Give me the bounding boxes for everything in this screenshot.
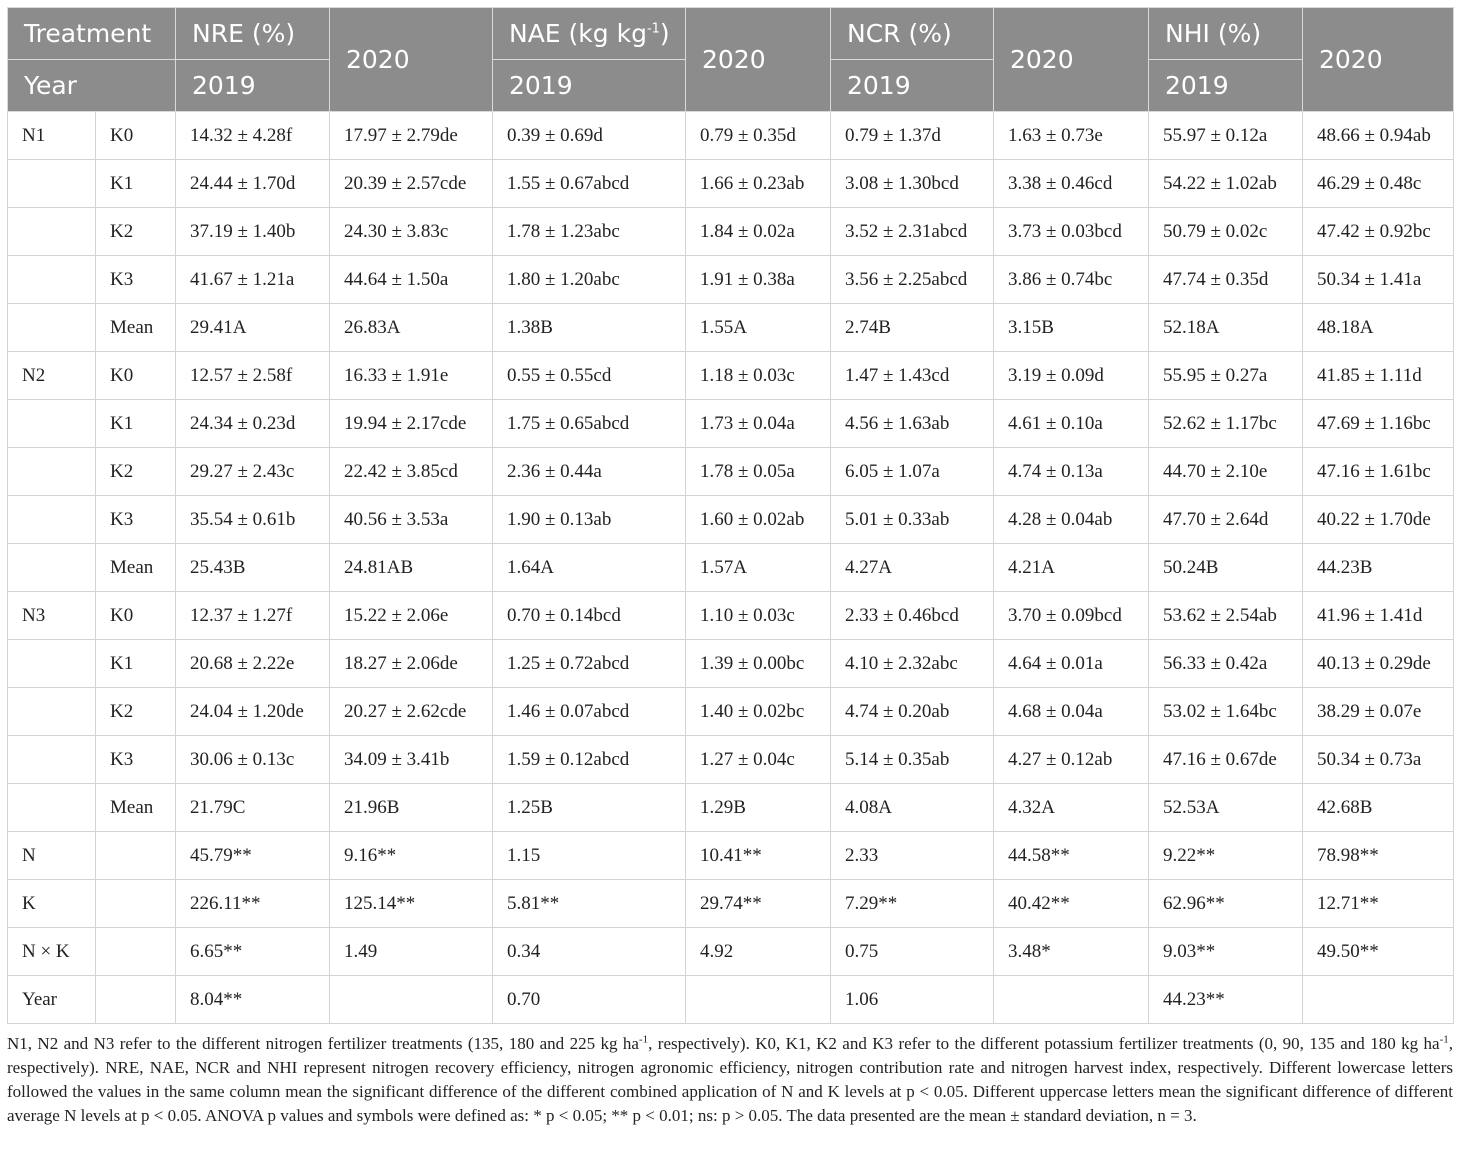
table-cell: 1.63 ± 0.73e [994, 112, 1149, 160]
table-cell: 48.18A [1303, 304, 1454, 352]
row-n-level: N [8, 832, 96, 880]
table-cell: 3.15B [994, 304, 1149, 352]
table-cell: 24.30 ± 3.83c [330, 208, 493, 256]
table-cell: 2.36 ± 0.44a [493, 448, 686, 496]
table-cell: 2.74B [831, 304, 994, 352]
table-cell: 0.34 [493, 928, 686, 976]
table-cell: 1.29B [686, 784, 831, 832]
table-cell: 24.81AB [330, 544, 493, 592]
table-row [8, 640, 1454, 688]
row-k-level: Mean [96, 544, 176, 592]
table-cell: 4.92 [686, 928, 831, 976]
header-year: Year [8, 60, 176, 112]
table-cell: 1.10 ± 0.03c [686, 592, 831, 640]
table-cell: 47.69 ± 1.16bc [1303, 400, 1454, 448]
table-cell: 14.32 ± 4.28f [176, 112, 330, 160]
table-cell: 21.96B [330, 784, 493, 832]
row-k-level: K2 [96, 688, 176, 736]
header-ncr-2019: 2019 [831, 60, 994, 112]
table-cell: 7.29** [831, 880, 994, 928]
table-cell: 1.18 ± 0.03c [686, 352, 831, 400]
table-cell: 29.27 ± 2.43c [176, 448, 330, 496]
table-cell: 1.47 ± 1.43cd [831, 352, 994, 400]
table-cell: 1.57A [686, 544, 831, 592]
header-nhi-2020: 2020 [1303, 8, 1454, 112]
table-cell: 1.75 ± 0.65abcd [493, 400, 686, 448]
row-n-level: N2 [8, 352, 96, 400]
table-cell: 9.16** [330, 832, 493, 880]
row-k-level [96, 832, 176, 880]
row-n-level: Year [8, 976, 96, 1024]
table-cell: 12.71** [1303, 880, 1454, 928]
table-cell: 3.73 ± 0.03bcd [994, 208, 1149, 256]
table-cell: 1.66 ± 0.23ab [686, 160, 831, 208]
table-cell: 1.15 [493, 832, 686, 880]
table-cell: 1.25B [493, 784, 686, 832]
header-nae-2020: 2020 [686, 8, 831, 112]
row-k-level: K3 [96, 736, 176, 784]
row-k-level [96, 880, 176, 928]
row-n-level: K [8, 880, 96, 928]
table-row [8, 160, 1454, 208]
table-cell: 41.96 ± 1.41d [1303, 592, 1454, 640]
table-cell: 4.56 ± 1.63ab [831, 400, 994, 448]
table-cell [686, 976, 831, 1024]
table-cell: 52.18A [1149, 304, 1303, 352]
table-cell: 44.23** [1149, 976, 1303, 1024]
table-cell: 3.19 ± 0.09d [994, 352, 1149, 400]
table-cell: 10.41** [686, 832, 831, 880]
table-cell: 4.68 ± 0.04a [994, 688, 1149, 736]
table-row [8, 112, 1454, 160]
row-n-level [8, 688, 96, 736]
table-cell: 3.86 ± 0.74bc [994, 256, 1149, 304]
table-cell: 1.84 ± 0.02a [686, 208, 831, 256]
table-cell: 49.50** [1303, 928, 1454, 976]
table-cell: 1.78 ± 1.23abc [493, 208, 686, 256]
data-table [7, 7, 1454, 1024]
table-row [8, 400, 1454, 448]
table-cell: 41.85 ± 1.11d [1303, 352, 1454, 400]
header-treatment: Treatment [8, 8, 176, 60]
table-cell: 4.27 ± 0.12ab [994, 736, 1149, 784]
table-cell: 1.27 ± 0.04c [686, 736, 831, 784]
row-k-level: K1 [96, 160, 176, 208]
table-cell: 5.01 ± 0.33ab [831, 496, 994, 544]
table-cell: 1.73 ± 0.04a [686, 400, 831, 448]
table-cell: 47.42 ± 0.92bc [1303, 208, 1454, 256]
table-cell: 40.13 ± 0.29de [1303, 640, 1454, 688]
table-cell: 53.02 ± 1.64bc [1149, 688, 1303, 736]
table-cell: 5.81** [493, 880, 686, 928]
table-cell: 53.62 ± 2.54ab [1149, 592, 1303, 640]
table-cell: 0.79 ± 1.37d [831, 112, 994, 160]
table-cell: 30.06 ± 0.13c [176, 736, 330, 784]
table-row [8, 688, 1454, 736]
header-nre-2019: 2019 [176, 60, 330, 112]
table-cell: 9.03** [1149, 928, 1303, 976]
table-cell: 1.25 ± 0.72abcd [493, 640, 686, 688]
table-cell: 26.83A [330, 304, 493, 352]
table-cell: 3.56 ± 2.25abcd [831, 256, 994, 304]
table-cell: 0.39 ± 0.69d [493, 112, 686, 160]
table-cell: 5.14 ± 0.35ab [831, 736, 994, 784]
table-header [8, 8, 1454, 112]
row-k-level: K3 [96, 256, 176, 304]
table-cell: 2.33 [831, 832, 994, 880]
table-cell: 18.27 ± 2.06de [330, 640, 493, 688]
table-row [8, 976, 1454, 1024]
table-cell: 1.39 ± 0.00bc [686, 640, 831, 688]
table-cell: 29.74** [686, 880, 831, 928]
table-cell: 24.04 ± 1.20de [176, 688, 330, 736]
table-cell [1303, 976, 1454, 1024]
table-cell: 47.74 ± 0.35d [1149, 256, 1303, 304]
row-n-level [8, 544, 96, 592]
row-n-level: N1 [8, 112, 96, 160]
table-row [8, 928, 1454, 976]
table-cell: 3.48* [994, 928, 1149, 976]
table-row [8, 448, 1454, 496]
table-cell: 54.22 ± 1.02ab [1149, 160, 1303, 208]
row-n-level [8, 256, 96, 304]
table-cell: 0.70 ± 0.14bcd [493, 592, 686, 640]
table-cell: 50.34 ± 1.41a [1303, 256, 1454, 304]
table-cell: 6.05 ± 1.07a [831, 448, 994, 496]
header-nhi-2019: 2019 [1149, 60, 1303, 112]
row-k-level: K0 [96, 592, 176, 640]
table-cell: 12.57 ± 2.58f [176, 352, 330, 400]
header-ncr: NCR (%) [831, 8, 994, 60]
table-cell: 46.29 ± 0.48c [1303, 160, 1454, 208]
table-cell: 20.27 ± 2.62cde [330, 688, 493, 736]
table-cell: 4.27A [831, 544, 994, 592]
row-k-level [96, 976, 176, 1024]
table-cell: 1.55A [686, 304, 831, 352]
table-cell: 45.79** [176, 832, 330, 880]
header-nre-2020: 2020 [330, 8, 493, 112]
table-cell: 44.23B [1303, 544, 1454, 592]
table-cell: 55.97 ± 0.12a [1149, 112, 1303, 160]
table-cell: 0.75 [831, 928, 994, 976]
row-k-level: Mean [96, 784, 176, 832]
table-cell: 4.74 ± 0.20ab [831, 688, 994, 736]
table-cell: 41.67 ± 1.21a [176, 256, 330, 304]
table-cell: 40.22 ± 1.70de [1303, 496, 1454, 544]
table-cell: 1.91 ± 0.38a [686, 256, 831, 304]
table-cell: 50.79 ± 0.02c [1149, 208, 1303, 256]
header-nhi: NHI (%) [1149, 8, 1303, 60]
row-k-level: K2 [96, 448, 176, 496]
row-n-level [8, 784, 96, 832]
table-row [8, 592, 1454, 640]
table-cell: 4.21A [994, 544, 1149, 592]
table-cell: 47.70 ± 2.64d [1149, 496, 1303, 544]
table-body [8, 112, 1454, 1024]
table-cell: 4.61 ± 0.10a [994, 400, 1149, 448]
table-cell: 125.14** [330, 880, 493, 928]
table-cell: 1.78 ± 0.05a [686, 448, 831, 496]
table-cell: 4.08A [831, 784, 994, 832]
table-footnote: N1, N2 and N3 refer to the different nitrogen fertilizer treatments (135, 180 and 225 kg $ha^{-1}$, respectively). K0, K1, K2 and K3 refer to the different potassium fertilizer treatments (0, 90, 135 and 180 kg $ha^{-1}$, respectively). NRE, NAE, NCR and NHI represent nitrogen recovery efficiency, nitrogen agronomic efficiency, nitrogen contribution rate and nitrogen harvest index, respectively. Different lowercase letters followed the values in the same column mean the significant difference of the different combined application of N and K levels at p < 0.05. Different uppercase letters mean the significant difference of different average N levels at p < 0.05. ANOVA p values and symbols were defined as: * p < 0.05; ** p < 0.01; ns: p > 0.05. The data presented are the mean ± standard deviation, n = 3. [7, 1033, 1453, 1125]
table-cell: 21.79C [176, 784, 330, 832]
row-k-level: K1 [96, 400, 176, 448]
table-cell: 3.70 ± 0.09bcd [994, 592, 1149, 640]
table-cell: 0.79 ± 0.35d [686, 112, 831, 160]
table-cell: 38.29 ± 0.07e [1303, 688, 1454, 736]
table-cell: 1.46 ± 0.07abcd [493, 688, 686, 736]
table-cell: 44.58** [994, 832, 1149, 880]
table-row [8, 832, 1454, 880]
table-cell: 9.22** [1149, 832, 1303, 880]
table-cell: 17.97 ± 2.79de [330, 112, 493, 160]
table-row [8, 496, 1454, 544]
table-cell: 1.60 ± 0.02ab [686, 496, 831, 544]
row-n-level: N3 [8, 592, 96, 640]
table-cell: 2.33 ± 0.46bcd [831, 592, 994, 640]
table-cell: 56.33 ± 0.42a [1149, 640, 1303, 688]
row-k-level: K0 [96, 112, 176, 160]
table-cell: 34.09 ± 3.41b [330, 736, 493, 784]
table-row [8, 784, 1454, 832]
table-cell [994, 976, 1149, 1024]
table-cell: 47.16 ± 1.61bc [1303, 448, 1454, 496]
table-row [8, 544, 1454, 592]
table-cell: 15.22 ± 2.06e [330, 592, 493, 640]
table-cell: 4.74 ± 0.13a [994, 448, 1149, 496]
table-cell: 50.24B [1149, 544, 1303, 592]
table-cell: 4.28 ± 0.04ab [994, 496, 1149, 544]
table-cell: 37.19 ± 1.40b [176, 208, 330, 256]
table-cell: 1.59 ± 0.12abcd [493, 736, 686, 784]
table-cell: 52.62 ± 1.17bc [1149, 400, 1303, 448]
table-cell: 40.56 ± 3.53a [330, 496, 493, 544]
table-cell: 55.95 ± 0.27a [1149, 352, 1303, 400]
table-cell: 52.53A [1149, 784, 1303, 832]
table-row [8, 352, 1454, 400]
row-n-level: N × K [8, 928, 96, 976]
row-n-level [8, 400, 96, 448]
row-k-level: K3 [96, 496, 176, 544]
table-row [8, 208, 1454, 256]
row-n-level [8, 448, 96, 496]
table-cell: 25.43B [176, 544, 330, 592]
row-n-level [8, 160, 96, 208]
table-row [8, 880, 1454, 928]
table-cell: 1.64A [493, 544, 686, 592]
header-nae-2019: 2019 [493, 60, 686, 112]
table-cell: 20.39 ± 2.57cde [330, 160, 493, 208]
row-k-level [96, 928, 176, 976]
table-cell: 22.42 ± 3.85cd [330, 448, 493, 496]
table-cell: 35.54 ± 0.61b [176, 496, 330, 544]
table-cell: 3.38 ± 0.46cd [994, 160, 1149, 208]
row-n-level [8, 736, 96, 784]
table-cell: 1.49 [330, 928, 493, 976]
header-nae: NAE (kg $kg^{-1}$) [493, 8, 686, 60]
table-cell: 29.41A [176, 304, 330, 352]
table-cell: 226.11** [176, 880, 330, 928]
table-cell: 4.32A [994, 784, 1149, 832]
table-cell: 24.34 ± 0.23d [176, 400, 330, 448]
row-k-level: K0 [96, 352, 176, 400]
table-cell: 24.44 ± 1.70d [176, 160, 330, 208]
table-cell: 50.34 ± 0.73a [1303, 736, 1454, 784]
table-cell: 48.66 ± 0.94ab [1303, 112, 1454, 160]
row-n-level [8, 496, 96, 544]
table-cell: 62.96** [1149, 880, 1303, 928]
table-cell [330, 976, 493, 1024]
table-cell: 1.80 ± 1.20abc [493, 256, 686, 304]
table-cell: 1.55 ± 0.67abcd [493, 160, 686, 208]
table-row [8, 736, 1454, 784]
table-cell: 3.08 ± 1.30bcd [831, 160, 994, 208]
table-cell: 0.55 ± 0.55cd [493, 352, 686, 400]
table-cell: 1.40 ± 0.02bc [686, 688, 831, 736]
table-cell: 4.64 ± 0.01a [994, 640, 1149, 688]
row-k-level: K2 [96, 208, 176, 256]
row-k-level: Mean [96, 304, 176, 352]
table-cell: 8.04** [176, 976, 330, 1024]
table-container [7, 7, 1453, 1128]
table-cell: 1.06 [831, 976, 994, 1024]
table-cell: 78.98** [1303, 832, 1454, 880]
table-cell: 44.70 ± 2.10e [1149, 448, 1303, 496]
table-cell: 3.52 ± 2.31abcd [831, 208, 994, 256]
header-nre: NRE (%) [176, 8, 330, 60]
row-n-level [8, 640, 96, 688]
table-cell: 6.65** [176, 928, 330, 976]
table-cell: 0.70 [493, 976, 686, 1024]
table-cell: 40.42** [994, 880, 1149, 928]
header-ncr-2020: 2020 [994, 8, 1149, 112]
table-cell: 19.94 ± 2.17cde [330, 400, 493, 448]
table-cell: 12.37 ± 1.27f [176, 592, 330, 640]
table-cell: 44.64 ± 1.50a [330, 256, 493, 304]
table-cell: 20.68 ± 2.22e [176, 640, 330, 688]
table-row [8, 304, 1454, 352]
row-k-level: K1 [96, 640, 176, 688]
table-cell: 4.10 ± 2.32abc [831, 640, 994, 688]
table-cell: 1.38B [493, 304, 686, 352]
table-cell: 16.33 ± 1.91e [330, 352, 493, 400]
table-cell: 1.90 ± 0.13ab [493, 496, 686, 544]
table-row [8, 256, 1454, 304]
row-n-level [8, 304, 96, 352]
table-cell: 47.16 ± 0.67de [1149, 736, 1303, 784]
row-n-level [8, 208, 96, 256]
table-cell: 42.68B [1303, 784, 1454, 832]
